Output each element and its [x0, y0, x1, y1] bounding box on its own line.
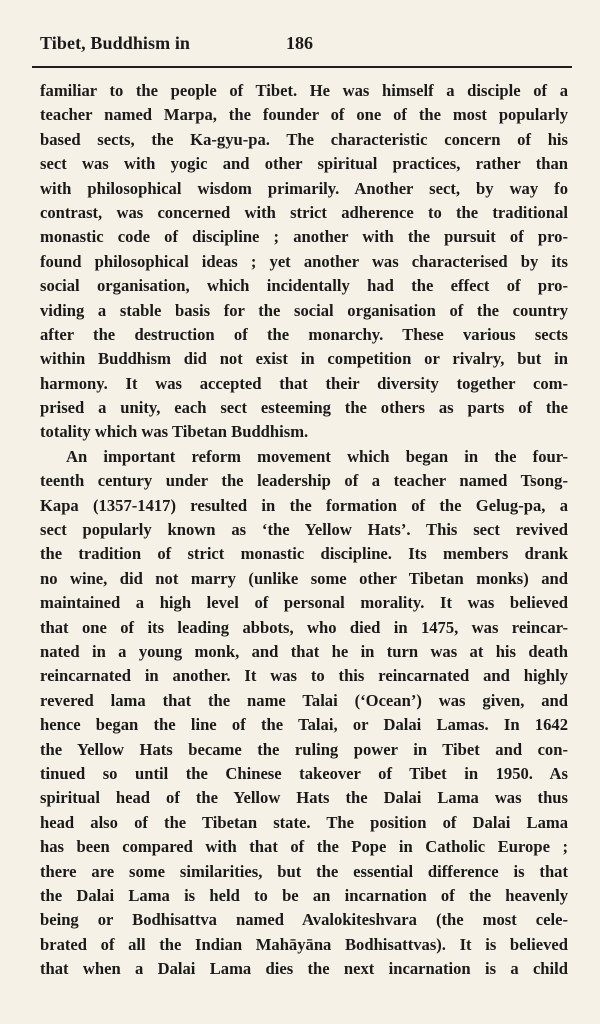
text-line: sect popularly known as ‘the Yellow Hats’. This sect revived — [40, 520, 568, 540]
paragraph-1 — [40, 79, 568, 445]
paragraph-2 — [40, 445, 568, 982]
text-line: sect was with yogic and other spiritual practices, rather than — [40, 154, 568, 174]
text-line: within Buddhism did not exist in competition or rivalry, but in — [40, 349, 568, 369]
text-line: An important reform movement which began in the four- — [66, 446, 568, 466]
text-line: prised a unity, each sect esteeming the others as parts of the — [40, 398, 568, 418]
text-line: that when a Dalai Lama dies the next incarnation is a child — [40, 959, 568, 979]
running-head: Tibet, Buddhism in — [40, 33, 191, 53]
text-line: familiar to the people of Tibet. He was himself a disciple of a — [40, 81, 568, 100]
text-line: monastic code of discipline ; another with the pursuit of pro- — [40, 227, 568, 247]
text-line: has been compared with that of the Pope in Catholic Europe ; — [40, 837, 568, 857]
text-line: based sects, the Ka-gyu-pa. The characteristic concern of his — [40, 129, 568, 149]
text-line: with philosophical wisdom primarily. Another sect, by way fo — [40, 178, 568, 198]
text-line: no wine, did not marry (unlike some other Tibetan monks) and — [40, 568, 568, 588]
text-line: brated of all the Indian Mahāyāna Bodhisattvas). It is believed — [40, 934, 568, 954]
text-line: hence began the line of the Talai, or Dalai Lamas. In 1642 — [40, 715, 568, 735]
text-line: viding a stable basis for the social organisation of the country — [40, 300, 568, 320]
text-line: the Yellow Hats became the ruling power in Tibet and con- — [40, 739, 568, 759]
text-line: harmony. It was accepted that their diversity together com- — [40, 373, 568, 393]
text-line: that one of its leading abbots, who died in 1475, was reincar- — [40, 617, 568, 637]
body-text — [40, 79, 568, 981]
text-line: Kapa (1357-1417) resulted in the formation of the Gelug-pa, a — [40, 495, 568, 515]
text-line: teenth century under the leadership of a teacher named Tsong- — [40, 471, 568, 491]
text-line: social organisation, which incidentally had the effect of pro- — [40, 276, 568, 296]
text-line: being or Bodhisattva named Avalokiteshvara (the most cele- — [40, 910, 568, 930]
text-line: the Dalai Lama is held to be an incarnation of the heavenly — [40, 885, 568, 905]
header-rule — [32, 66, 572, 68]
text-line: tinued so until the Chinese takeover of Tibet in 1950. As — [40, 763, 568, 783]
text-line: revered lama that the name Talai (‘Ocean’) was given, and — [40, 690, 568, 710]
page-number: 186 — [286, 33, 313, 53]
text-line: head also of the Tibetan state. The position of Dalai Lama — [40, 812, 568, 832]
text-line: nated in a young monk, and that he in turn was at his death — [40, 641, 568, 661]
text-line: there are some similarities, but the essential difference is that — [40, 861, 568, 881]
text-line: teacher named Marpa, the founder of one of the most popularly — [40, 105, 568, 125]
text-line: totality which was Tibetan Buddhism. — [40, 422, 309, 442]
text-line: contrast, was concerned with strict adherence to the traditional — [40, 202, 568, 222]
text-line: the tradition of strict monastic discipline. Its members drank — [40, 544, 568, 564]
text-line: after the destruction of the monarchy. These various sects — [40, 324, 568, 344]
text-line: found philosophical ideas ; yet another was characterised by its — [40, 251, 568, 271]
text-line: maintained a high level of personal morality. It was believed — [40, 593, 568, 613]
text-line: spiritual head of the Yellow Hats the Dalai Lama was thus — [40, 788, 568, 808]
text-line: reincarnated in another. It was to this reincarnated and highly — [40, 666, 568, 686]
